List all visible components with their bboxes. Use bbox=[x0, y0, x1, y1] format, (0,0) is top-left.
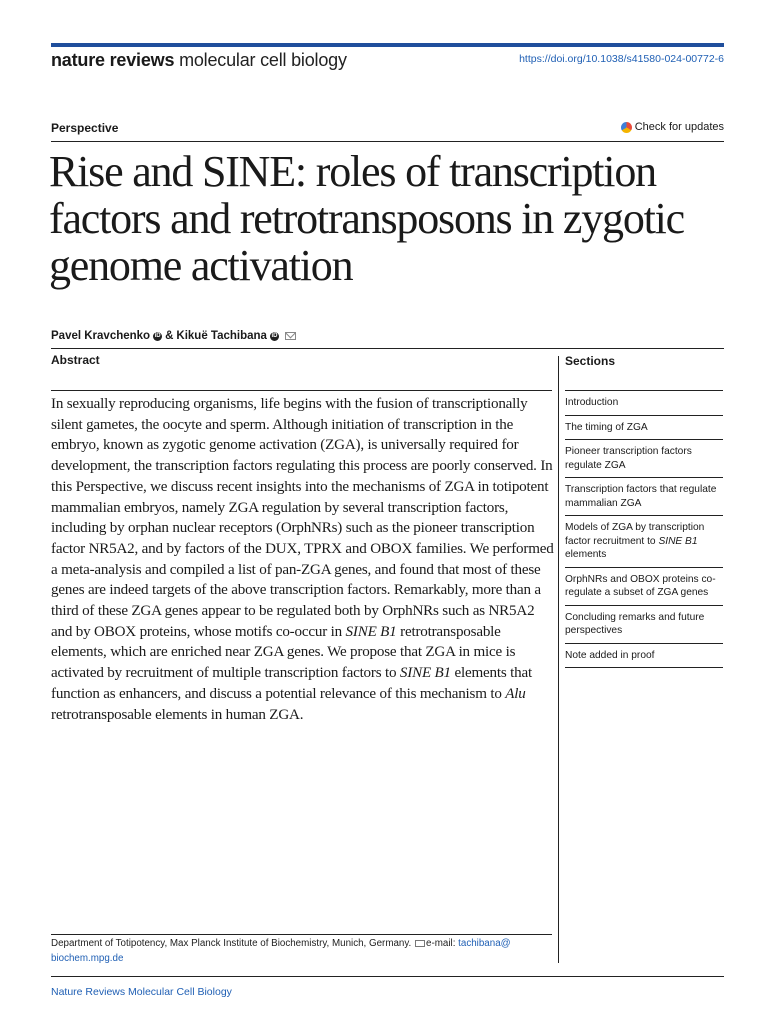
section-link-timing[interactable]: The timing of ZGA bbox=[565, 416, 723, 441]
section-link-introduction[interactable]: Introduction bbox=[565, 391, 723, 416]
journal-name bbox=[51, 50, 347, 71]
check-updates-icon bbox=[621, 122, 632, 133]
journal-name-bold: nature reviews bbox=[51, 50, 175, 70]
check-updates-button[interactable] bbox=[621, 121, 724, 133]
divider bbox=[51, 934, 552, 935]
divider bbox=[51, 348, 724, 349]
journal-top-rule bbox=[51, 43, 724, 47]
divider bbox=[51, 141, 724, 142]
section-link-pioneer[interactable]: Pioneer transcription factors regulate ZGA bbox=[565, 440, 723, 478]
email-link[interactable]: tachibana@ biochem.mpg.de bbox=[51, 938, 511, 964]
article-type: Perspective bbox=[51, 121, 119, 135]
column-divider bbox=[558, 356, 559, 963]
author-name[interactable]: Kikuë Tachibana bbox=[176, 330, 267, 342]
journal-name-light: molecular cell biology bbox=[179, 50, 347, 70]
sections-nav bbox=[565, 390, 723, 668]
email-icon bbox=[415, 940, 425, 947]
footer-journal: Nature Reviews Molecular Cell Biology bbox=[51, 986, 232, 998]
section-link-models[interactable]: Models of ZGA by transcription factor recruitment to SINE B1 elements bbox=[565, 516, 723, 568]
email-icon[interactable] bbox=[285, 332, 296, 340]
abstract-text: In sexually reproducing organisms, life begins with the fusion of transcriptionally silent gametes, the oocyte and sperm. Although initiation of transcription in the embryo, known as zygotic genome activation (ZGA), is universally required for development, the transcription factors regulating this process are poorly conserved. In this Perspective, we discuss recent insights into the mechanisms of ZGA in totipotent mammalian embryos, namely ZGA regulation by several transcription factors, including by orphan nuclear receptors (OrphNRs) such as the pioneer transcription factor NR5A2, and by factors of the DUX, TPRX and OBOX families. We performed a meta-analysis and compiled a list of pan-ZGA genes, and found that most of these genes are indeed targets of the above transcription factors. Remarkably, more than a third of these ZGA genes appear to be regulated both by OrphNRs such as NR5A2 and by OBOX proteins, whose motifs co-occur in SINE B1 retrotransposable elements, which are enriched near ZGA genes. We propose that ZGA in mice is activated by recruitment of multiple transcription factors to SINE B1 elements that function as enhancers, and discuss a potential relevance of this mechanism to Alu retrotransposable elements in human ZGA. bbox=[51, 396, 554, 723]
author-name[interactable]: Pavel Kravchenko bbox=[51, 330, 151, 342]
section-link-concluding[interactable]: Concluding remarks and future perspectives bbox=[565, 606, 723, 644]
check-updates-label: Check for updates bbox=[634, 121, 724, 133]
abstract-heading: Abstract bbox=[51, 353, 100, 367]
article-title: Rise and SINE: roles of transcription factors and retrotransposons in zygotic genome activation bbox=[49, 147, 685, 290]
author-separator: & bbox=[165, 330, 174, 342]
section-link-orphnrs[interactable]: OrphNRs and OBOX proteins co-regulate a subset of ZGA genes bbox=[565, 568, 723, 606]
section-link-mammalian[interactable]: Transcription factors that regulate mammalian ZGA bbox=[565, 478, 723, 516]
orcid-icon[interactable]: iD bbox=[271, 332, 278, 339]
divider bbox=[51, 390, 552, 391]
divider bbox=[51, 976, 724, 977]
author-list bbox=[51, 330, 296, 342]
doi-link[interactable]: https://doi.org/10.1038/s41580-024-00772-6 bbox=[519, 53, 724, 65]
section-link-note[interactable]: Note added in proof bbox=[565, 644, 723, 669]
orcid-icon[interactable]: iD bbox=[154, 332, 161, 339]
affiliation: Department of Totipotency, Max Planck Institute of Biochemistry, Munich, Germany. e-mail: tachibana@ biochem.mpg.de bbox=[51, 938, 511, 964]
sections-heading: Sections bbox=[565, 354, 616, 368]
